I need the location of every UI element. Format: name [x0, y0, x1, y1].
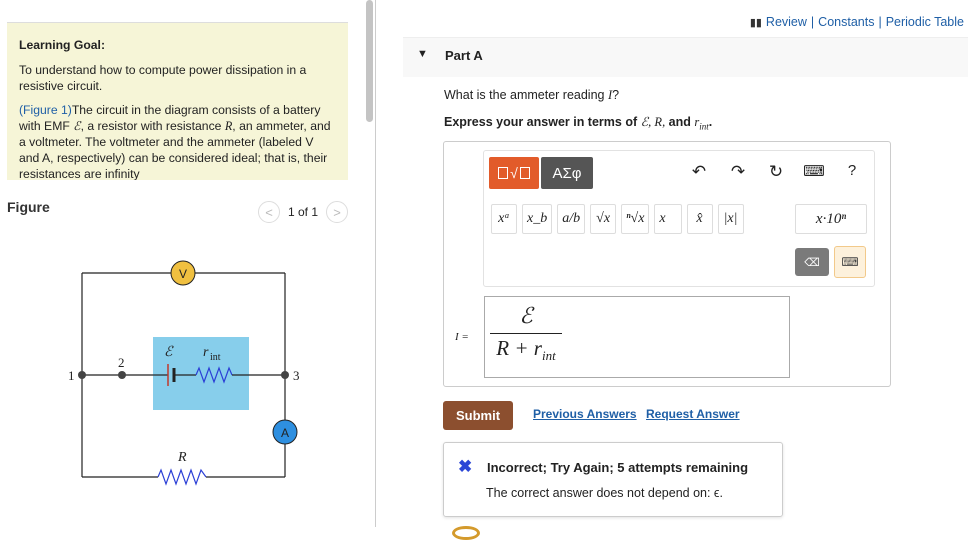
undo-icon[interactable]: ↶: [691, 162, 707, 181]
periodic-table-link[interactable]: Periodic Table: [885, 15, 964, 29]
redo-icon[interactable]: ↷: [730, 162, 746, 181]
collapse-triangle-icon[interactable]: ▼: [417, 48, 428, 60]
left-scrollbar[interactable]: [366, 0, 373, 122]
figure-page-indicator: 1 of 1: [288, 205, 319, 219]
node-1-label: 1: [68, 368, 75, 383]
emf-symbol: ℰ: [73, 119, 81, 133]
question-current-symbol: I: [607, 88, 613, 102]
voltmeter-label: V: [178, 267, 188, 281]
question-text: [444, 88, 619, 103]
nav-separator: |: [878, 15, 882, 29]
incorrect-icon: ✖: [458, 457, 473, 476]
feedback-box: [443, 442, 783, 517]
feedback-title: Incorrect; Try Again; 5 attempts remaining: [487, 460, 749, 475]
rint-sub-label: int: [210, 352, 221, 363]
templates-button[interactable]: [489, 157, 539, 189]
denominator-sub: int: [541, 348, 556, 364]
part-a-label: Part A: [445, 48, 483, 63]
figure-pager: [258, 200, 348, 224]
desc-text-3: , an ammeter, and a voltmeter. The voltmeter and the ammeter (labeled V and A, respectively) can be considered ideal; that is, their resistances are infinity: [19, 119, 331, 180]
next-figure-button[interactable]: >: [326, 201, 348, 223]
review-icon: ▮▮: [749, 16, 762, 29]
node-2: [118, 371, 126, 379]
learning-goal-title: Learning Goal:: [19, 38, 105, 52]
resistor-r: [158, 470, 206, 484]
desc-text-1: The circuit in the diagram consists of a battery with EMF: [19, 103, 321, 133]
instruction-rint: r: [694, 115, 700, 129]
question-text-2: ?: [612, 88, 620, 102]
prev-figure-button[interactable]: <: [258, 201, 280, 223]
top-nav: [750, 15, 964, 29]
fraction-denominator: [490, 336, 562, 364]
constants-link[interactable]: Constants: [818, 15, 875, 29]
fraction-bar: [490, 333, 562, 334]
answer-input[interactable]: [484, 296, 790, 378]
panel-divider[interactable]: [375, 0, 376, 527]
subscript-button[interactable]: x_b: [522, 204, 552, 234]
instruction-rint-sub: int: [699, 121, 709, 132]
node-1: [78, 371, 86, 379]
help-icon[interactable]: ?: [847, 162, 857, 179]
sqrt-icon: √: [510, 165, 518, 181]
keyboard-toggle-button[interactable]: ⌨: [834, 246, 866, 278]
resistance-symbol: R: [224, 119, 233, 133]
vector-button[interactable]: x⃗: [654, 204, 681, 234]
math-buttons-row: [491, 204, 744, 234]
hint-icon-partial: [452, 526, 480, 540]
node-2-label: 2: [118, 355, 125, 370]
node-3-label: 3: [293, 368, 300, 383]
instruction-end: .: [708, 115, 713, 129]
figure-link[interactable]: (Figure 1): [19, 103, 72, 117]
unit-vector-button[interactable]: x̂: [687, 204, 713, 234]
nth-root-button[interactable]: ⁿ√x: [621, 204, 649, 234]
answer-instruction: [444, 114, 712, 132]
reset-icon[interactable]: ↻: [768, 162, 784, 181]
resistor-label: R: [178, 450, 187, 465]
node-3: [281, 371, 289, 379]
review-link[interactable]: Review: [765, 15, 807, 29]
emf-label: ℰ: [164, 345, 173, 360]
circuit-diagram: [60, 255, 320, 495]
feedback-message: The correct answer does not depend on: ϵ.: [486, 486, 723, 500]
learning-goal-intro: To understand how to compute power dissipation in a resistive circuit.: [19, 63, 307, 93]
template-square-icon-2: [520, 167, 530, 179]
answer-variable-label: I =: [455, 331, 469, 343]
learning-goal-panel: [7, 22, 348, 180]
instruction-symbols: ℰ, R,: [640, 115, 666, 129]
scientific-notation-button[interactable]: x·10ⁿ: [795, 204, 867, 234]
figure-title: Figure: [7, 199, 50, 215]
ammeter-label: A: [280, 426, 290, 440]
superscript-button[interactable]: xᵃ: [491, 204, 517, 234]
question-text-1: What is the ammeter reading: [444, 88, 608, 102]
answer-fraction: [490, 303, 562, 364]
learning-goal-description: [19, 102, 336, 180]
keyboard-shortcuts-icon[interactable]: ⌨: [803, 163, 825, 180]
instruction-text: Express your answer in terms of: [444, 115, 641, 129]
fraction-button[interactable]: a/b: [557, 204, 585, 234]
delete-button[interactable]: ⌫: [795, 248, 829, 276]
nav-separator: |: [810, 15, 815, 29]
template-square-icon: [498, 167, 508, 179]
rint-label: r: [203, 345, 209, 360]
desc-text-2: , a resistor with resistance: [80, 119, 225, 133]
previous-answers-link[interactable]: Previous Answers: [533, 407, 637, 421]
fraction-numerator: ℰ: [519, 303, 533, 328]
abs-value-button[interactable]: |x|: [718, 204, 744, 234]
part-a-header[interactable]: [403, 37, 968, 77]
denominator-text: R + r: [496, 336, 542, 360]
instruction-and: and: [665, 115, 695, 129]
sqrt-button[interactable]: √x: [590, 204, 616, 234]
submit-button[interactable]: Submit: [443, 401, 513, 430]
greek-symbols-button[interactable]: ΑΣφ: [541, 157, 593, 189]
request-answer-link[interactable]: Request Answer: [646, 407, 740, 421]
